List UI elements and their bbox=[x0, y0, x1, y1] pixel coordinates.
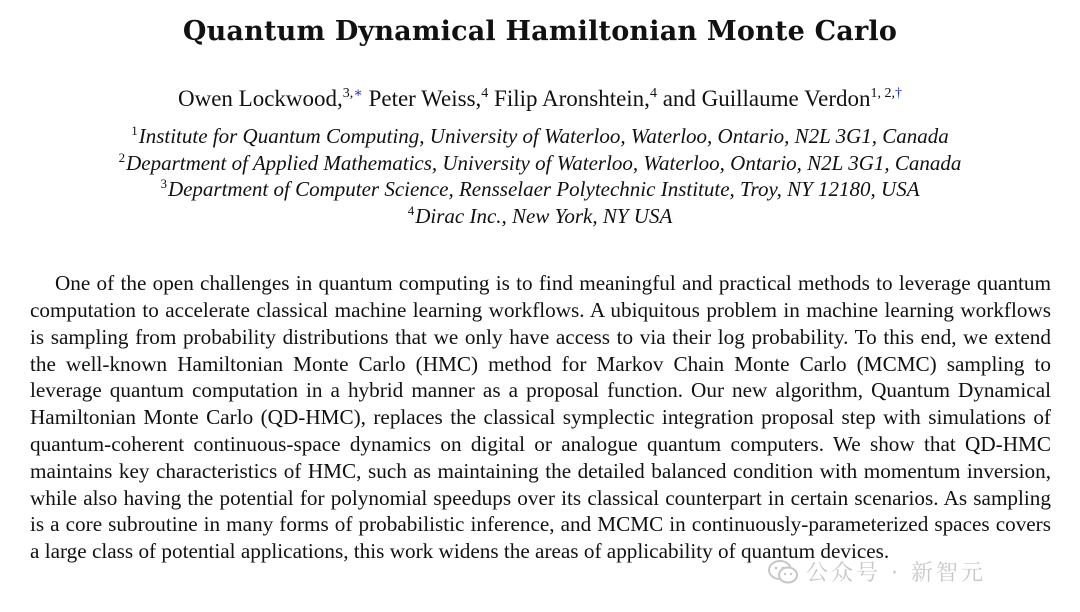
author-list bbox=[0, 86, 1080, 112]
abstract-text: One of the open challenges in quantum computing is to find meaningful and practical methods to leverage quantum computation to accelerate classical machine learning workflows. A ubiquitous problem in machine learning workflows is sampling from probability distributions that we only have access to via their log probability. To this end, we extend the well-known Hamiltonian Monte Carlo (HMC) method for Markov Chain Monte Carlo (MCMC) sampling to leverage quantum computation in a hybrid manner as a proposal function. Our new algorithm, Quantum Dynamical Hamiltonian Monte Carlo (QD-HMC), replaces the classical symplectic integration proposal step with simulations of quantum-coherent continuous-space dynamics on digital or analogue quantum computers. We show that QD-HMC maintains key characteristics of HMC, such as maintaining the detailed balanced condition with momentum inversion, while also having the potential for polynomial speedups over its classical counterpart in certain scenarios. As sampling is a core subroutine in many forms of probabilistic inference, and MCMC in continuously-parameterized spaces covers a large class of potential applications, this work widens the areas of applicability of quantum devices. bbox=[30, 271, 1051, 564]
affiliation-line: $^4$Dirac Inc., New York, NY USA bbox=[407, 202, 673, 228]
corresponding-author-mark[interactable]: ∗ bbox=[353, 86, 363, 101]
affiliation-line: $^1$Institute for Quantum Computing, University of Waterloo, Waterloo, Ontario, N2L 3G1, Canada bbox=[131, 123, 949, 148]
watermark-text: 公众号 · 新智元 bbox=[806, 561, 986, 586]
author: Peter Weiss,$^4$ bbox=[368, 86, 489, 111]
author: and Guillaume Verdon$^{1, 2,\dagger}$ bbox=[662, 86, 902, 111]
author: Filip Aronshtein,$^4$ bbox=[494, 86, 657, 111]
affiliation-list bbox=[0, 123, 1080, 229]
author-footnote-mark[interactable]: † bbox=[895, 86, 902, 101]
affiliation-line: $^2$Department of Applied Mathematics, University of Waterloo, Waterloo, Ontario, N2L 3G1, Canada bbox=[118, 149, 962, 175]
paper-title: Quantum Dynamical Hamiltonian Monte Carlo bbox=[182, 16, 898, 47]
author: Owen Lockwood,$^{3,∗}$ bbox=[178, 86, 363, 111]
affiliation-line: $^3$Department of Computer Science, Rensselaer Polytechnic Institute, Troy, NY 12180, USA bbox=[160, 176, 920, 201]
